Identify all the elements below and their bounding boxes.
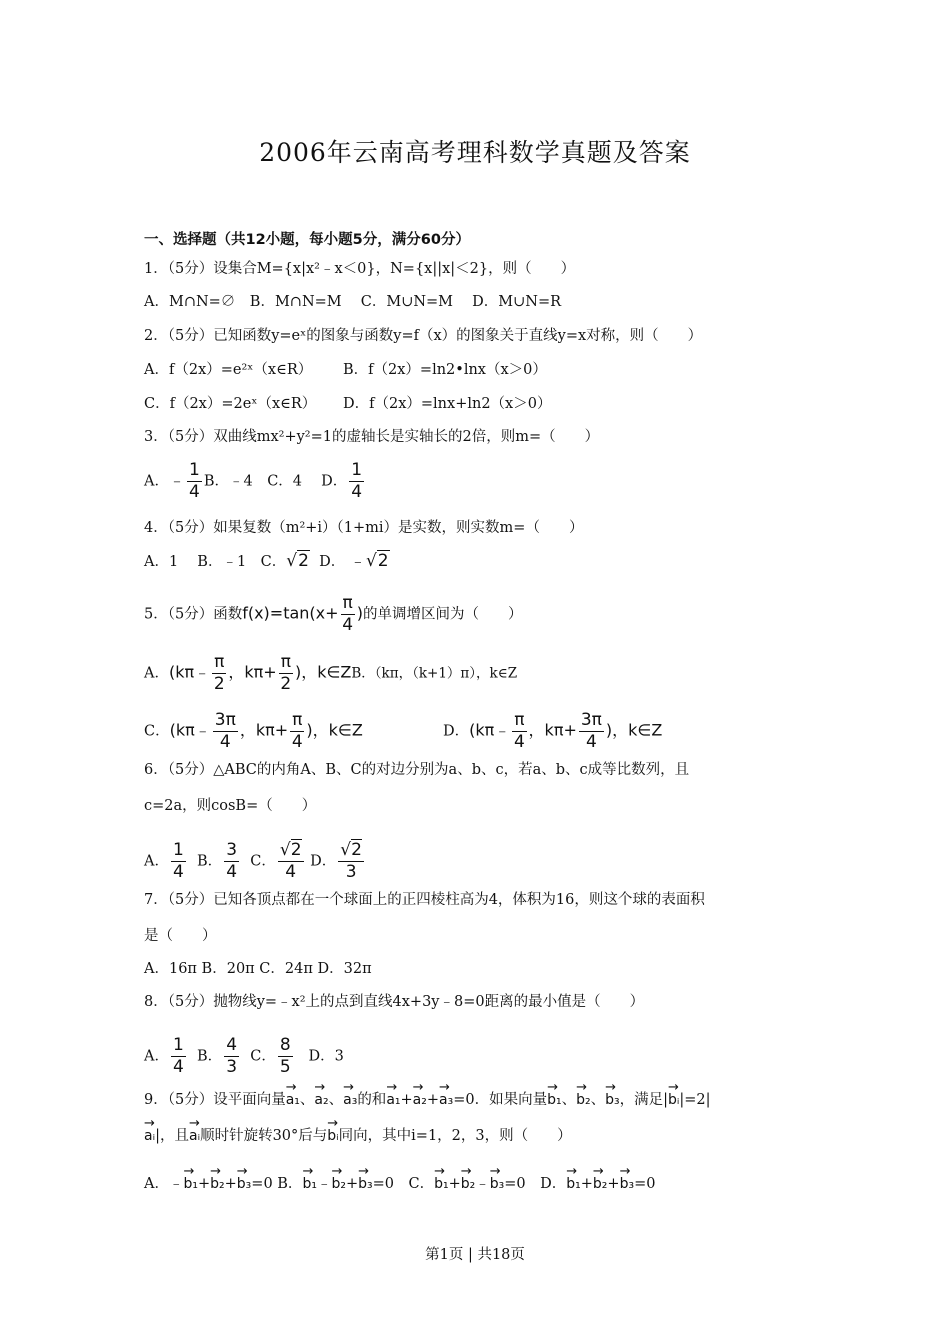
q9-text: 顺时针旋转30°后与 — [200, 1128, 328, 1144]
fraction-numerator: 1 — [351, 460, 363, 480]
q9-text: |，且 — [155, 1128, 189, 1144]
q5-d-expr: (kπ﹣ — [469, 720, 511, 740]
radicand: 2 — [298, 551, 309, 571]
q5-c-fraction-1 — [213, 712, 238, 751]
vector-b3: → b₃ — [490, 1168, 505, 1194]
fraction-denominator: 2 — [280, 674, 292, 694]
q9-text: 、 — [561, 1092, 577, 1108]
q9-text: ，满足| — [619, 1092, 668, 1108]
q5-b-option: B．（kπ，（k+1）π），k∈Z — [351, 665, 518, 682]
vector-b2: → b₂ — [461, 1168, 476, 1194]
vector-bi: → bᵢ — [668, 1084, 679, 1110]
q4-d-label: D． — [319, 554, 346, 570]
fraction-denominator: 4 — [342, 615, 354, 635]
q9-text: 同向，其中i=1，2，3，则（ ） — [338, 1128, 572, 1144]
q3-bcd-text: B．﹣4 C．4 D． — [203, 473, 348, 490]
q8-a-label: A． — [144, 1048, 169, 1065]
q5-c-expr: )，k∈Z — [306, 720, 363, 740]
q8-d-option: D．3 — [308, 1048, 344, 1065]
fraction-numerator: π — [214, 652, 225, 672]
question-2-option-d: D．f（2x）=lnx+ln2（x＞0） — [343, 396, 552, 412]
fraction-numerator: 3π — [580, 710, 602, 730]
q5-stem-pre: 5．（5分）函数 — [144, 606, 243, 623]
question-6-stem-1: 6．（5分）△ABC的内角A、B、C的对边分别为a、b、c，若a、b、c成等比数列，且 — [144, 762, 690, 778]
fraction-numerator: 1 — [172, 840, 184, 860]
q5-a-label: A． — [144, 665, 169, 682]
fraction-numerator: 3π — [214, 710, 236, 730]
question-7-options: A．16π B．20π C．24π D．32π — [144, 961, 372, 977]
vector-b3: → b₃ — [605, 1084, 620, 1110]
q5-fraction — [341, 595, 355, 634]
q6-d-fraction — [338, 842, 364, 881]
q4-options-text: A．1 B．﹣1 C． — [144, 554, 287, 570]
vector-b3: → b₃ — [237, 1168, 252, 1194]
q5-a-expr: ，kπ+ — [228, 662, 277, 682]
question-5-options-ab — [144, 654, 517, 693]
question-1-stem: 1．（5分）设集合M={x|x²﹣x＜0}，N={x||x|＜2}，则（ ） — [144, 261, 576, 277]
question-2-option-b: B．f（2x）=ln2•lnx（x＞0） — [343, 362, 547, 378]
question-3-options — [144, 462, 366, 501]
fraction-denominator: 5 — [279, 1057, 291, 1077]
q5-d-expr: ，kπ+ — [528, 720, 577, 740]
q8-b-label: B． — [197, 1048, 223, 1065]
fraction-numerator: 1 — [189, 460, 200, 480]
fraction-denominator: 4 — [351, 482, 363, 502]
q9-text: 9．（5分）设平面向量 — [144, 1092, 286, 1108]
q9-op: ﹣ — [475, 1176, 490, 1192]
question-5-option-d — [443, 712, 662, 751]
question-4-options — [144, 551, 390, 572]
q9-text: =0．如果向量 — [453, 1092, 548, 1108]
q6-c-label: C． — [250, 853, 276, 870]
q8-c-label: C． — [250, 1048, 276, 1065]
q5-d-expr: )，k∈Z — [605, 720, 663, 740]
q9-text: 、 — [590, 1092, 606, 1108]
vector-a1: → a₁ — [386, 1084, 400, 1110]
q9-text: |=2| — [679, 1092, 711, 1108]
fraction-numerator: π — [342, 593, 353, 613]
vector-a2: → a₂ — [413, 1084, 427, 1110]
vector-b1: → b₁ — [566, 1168, 581, 1194]
q4-d-sign: ﹣ — [349, 551, 366, 570]
page-title: 2006年云南高考理科数学真题及答案 — [259, 138, 691, 167]
question-4-stem: 4．（5分）如果复数（m²+i）（1+mi）是实数，则实数m=（ ） — [144, 520, 584, 536]
fraction-denominator: 4 — [585, 732, 597, 752]
q8-c-fraction — [278, 1037, 293, 1076]
question-5-options-cd — [144, 712, 363, 751]
vector-b1: → b₁ — [434, 1168, 449, 1194]
radicand: 2 — [290, 840, 302, 860]
vector-a3: → a₃ — [343, 1084, 357, 1110]
question-2-stem: 2．（5分）已知函数y=eˣ的图象与函数y=f（x）的图象关于直线y=x对称，则（ ） — [144, 328, 703, 344]
question-9-stem-2 — [144, 1120, 572, 1146]
fraction-numerator: π — [292, 710, 303, 730]
q5-a-expr: (kπ﹣ — [168, 662, 211, 682]
sqrt-icon: √2 — [286, 551, 309, 571]
fraction-numerator: 4 — [226, 1035, 238, 1055]
question-8-options — [144, 1037, 344, 1076]
question-9-options — [144, 1168, 655, 1194]
q9-end: =0 — [634, 1176, 656, 1192]
q6-c-fraction — [278, 842, 304, 881]
vector-b3: → b₃ — [620, 1168, 635, 1194]
fraction-denominator: 4 — [172, 1057, 184, 1077]
vector-b2: → b₂ — [331, 1168, 346, 1194]
q5-d-label: D． — [443, 723, 470, 740]
vector-b2: → b₂ — [593, 1168, 608, 1194]
question-8-stem: 8．（5分）抛物线y=﹣x²上的点到直线4x+3y﹣8=0距离的最小值是（ ） — [144, 994, 645, 1010]
fraction-numerator: √2 — [340, 840, 362, 860]
q9-text: 、 — [299, 1092, 315, 1108]
q9-text: 、 — [328, 1092, 344, 1108]
q5-c-fraction-2 — [290, 712, 304, 751]
q9-text: + — [426, 1092, 440, 1108]
fraction-numerator: √2 — [279, 840, 302, 860]
fraction-denominator: 4 — [172, 862, 184, 882]
fraction-numerator: π — [280, 652, 291, 672]
fraction-numerator: π — [514, 710, 525, 730]
q5-c-expr: ，kπ+ — [239, 720, 289, 740]
q9-text: + — [400, 1092, 413, 1108]
q9-b-label: =0 B． — [251, 1176, 303, 1192]
question-7-stem-2: 是（ ） — [144, 928, 217, 944]
vector-b1: → b₁ — [302, 1168, 317, 1194]
q9-d-label: =0 D． — [504, 1176, 567, 1192]
question-2-option-c: C．f（2x）=2eˣ（x∈R） — [144, 396, 317, 412]
q5-stem-post: 的单调增区间为（ ） — [363, 606, 523, 623]
q3-a-sign: ﹣ — [168, 470, 185, 490]
question-6-stem-2: c=2a，则cosB=（ ） — [144, 798, 317, 814]
question-3-stem: 3．（5分）双曲线mx²+y²=1的虚轴长是实轴长的2倍，则m=（ ） — [144, 429, 600, 445]
vector-b3: → b₃ — [358, 1168, 373, 1194]
fraction-numerator: 8 — [279, 1035, 291, 1055]
q9-op: + — [607, 1176, 620, 1192]
question-2-option-a: A．f（2x）=e²ˣ（x∈R） — [144, 362, 313, 378]
fraction-denominator: 3 — [345, 862, 357, 882]
q8-b-fraction — [224, 1037, 239, 1076]
q5-a-fraction-1 — [212, 654, 226, 693]
fraction-denominator: 4 — [219, 732, 231, 752]
vector-bi: → bᵢ — [327, 1120, 338, 1146]
vector-ai: → aᵢ — [189, 1120, 200, 1146]
vector-a2: → a₂ — [314, 1084, 328, 1110]
q5-function-close: ) — [356, 603, 364, 623]
fraction-denominator: 3 — [226, 1057, 238, 1077]
question-1-options: A．M∩N=∅ B．M∩N=M C．M∪N=M D．M∪N=R — [144, 294, 562, 310]
q5-d-fraction-1 — [512, 712, 526, 751]
question-6-options — [144, 842, 366, 881]
q9-c-label: =0 C． — [372, 1176, 435, 1192]
vector-b2: → b₂ — [210, 1168, 225, 1194]
radicand: 2 — [377, 551, 389, 571]
fraction-denominator: 4 — [291, 732, 303, 752]
fraction-denominator: 2 — [213, 674, 225, 694]
fraction-denominator: 4 — [226, 862, 238, 882]
vector-a3: → a₃ — [439, 1084, 453, 1110]
q6-a-fraction — [171, 842, 186, 881]
fraction-numerator: 3 — [226, 840, 238, 860]
page-footer: 第1页 | 共18页 — [425, 1247, 525, 1263]
q9-text: 的和 — [357, 1092, 387, 1108]
q9-op: + — [448, 1176, 461, 1192]
q3-a-label: A． — [144, 473, 169, 490]
question-5-stem — [144, 595, 523, 634]
q5-c-label: C． — [144, 723, 170, 740]
q3-d-fraction — [349, 462, 364, 501]
fraction-numerator: 1 — [172, 1035, 184, 1055]
q5-a-expr: )，k∈Z — [294, 662, 352, 682]
q6-d-label: D． — [310, 853, 337, 870]
fraction-denominator: 4 — [514, 732, 525, 752]
vector-ai: → aᵢ — [144, 1120, 155, 1146]
q6-b-fraction — [224, 842, 239, 881]
q5-c-expr: (kπ﹣ — [169, 720, 211, 740]
vector-b2: → b₂ — [576, 1084, 591, 1110]
q8-a-fraction — [171, 1037, 186, 1076]
vector-b1: → b₁ — [183, 1168, 198, 1194]
section-heading: 一、选择题（共12小题，每小题5分，满分60分） — [144, 232, 470, 248]
q6-b-label: B． — [197, 853, 223, 870]
q9-op: ﹣ — [316, 1176, 332, 1192]
fraction-denominator: 4 — [189, 482, 200, 502]
question-9-stem-1 — [144, 1084, 711, 1110]
question-7-stem-1: 7．（5分）已知各顶点都在一个球面上的正四棱柱高为4，体积为16，则这个球的表面积 — [144, 892, 705, 908]
fraction-denominator: 4 — [285, 862, 297, 882]
sqrt-icon: √2 — [365, 551, 389, 571]
q5-a-fraction-2 — [279, 654, 293, 693]
vector-a1: → a₁ — [286, 1084, 300, 1110]
radicand: 2 — [351, 840, 362, 860]
q9-op: + — [224, 1176, 237, 1192]
q5-function: f(x)=tan(x+ — [242, 603, 339, 623]
q5-d-fraction-2 — [579, 712, 604, 751]
q9-a-label: A．﹣ — [144, 1176, 184, 1192]
q9-op: + — [197, 1176, 211, 1192]
q3-a-fraction — [187, 462, 202, 501]
q6-a-label: A． — [144, 853, 169, 870]
q9-op: + — [580, 1176, 593, 1192]
vector-b1: → b₁ — [547, 1084, 562, 1110]
q9-op: + — [345, 1176, 359, 1192]
